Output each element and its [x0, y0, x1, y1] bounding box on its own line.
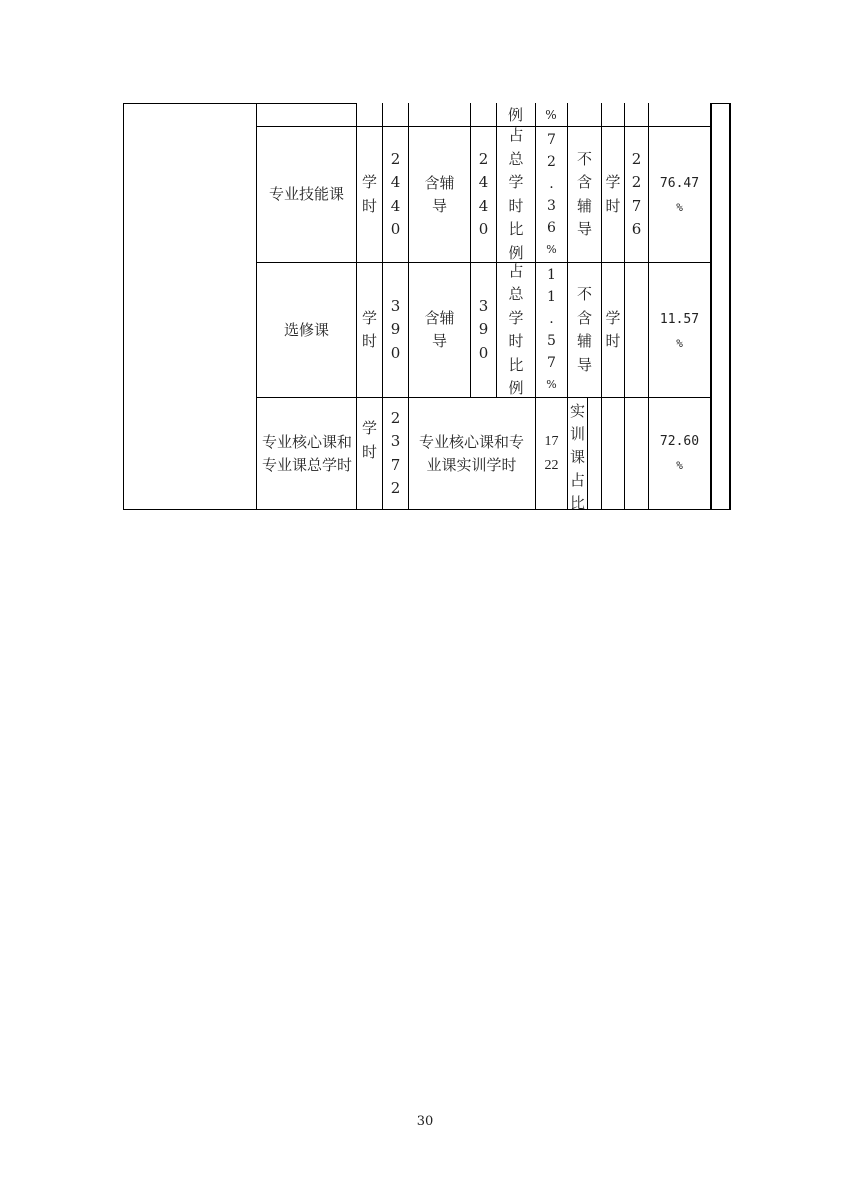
row-incl-label: 含辅导: [424, 173, 455, 215]
row-unit: 学 时: [361, 173, 377, 215]
row-hours-excl: [625, 263, 648, 397]
row-ratio-label: 占 总 学 时 比 例: [508, 126, 524, 262]
row-incl-label: 含辅导: [424, 309, 455, 350]
row-excl-label: 不 含 辅 导: [576, 285, 592, 374]
row-ratio-label: 占 总 学 时 比 例: [508, 261, 524, 397]
row-unit: 学 时: [361, 308, 377, 350]
practice-ratio-label: 实 训 课 占 比: [569, 402, 585, 512]
row-ratio-value: 1 1 . 5 7 %: [546, 267, 557, 391]
row-unit2: 学 时: [605, 173, 621, 215]
row-hours: 3 9 0: [390, 296, 401, 362]
row-ratio-value: 7 2 . 3 6 %: [546, 131, 557, 256]
row-hours-excl: 2 2 7 6: [631, 149, 642, 238]
row-hours: 2 3 7 2: [390, 408, 401, 497]
row-category: 专业技能课: [268, 185, 344, 203]
row-unit2: 学 时: [605, 308, 621, 350]
page-number: 30: [416, 1114, 434, 1129]
row-category: 专业核心课和专业课总学时: [262, 432, 353, 474]
row-hours-incl: 3 9 0: [478, 296, 489, 362]
row-hours: 2 4 4 0: [390, 149, 401, 238]
row-hours-incl: 2 4 4 0: [478, 149, 489, 238]
row-percentage: 11.57 %: [659, 312, 700, 350]
row-excl-label: 不 含 辅 导: [576, 149, 592, 238]
row-percentage: 72.60 %: [659, 434, 700, 472]
practice-label: 专业核心课和专业课实训学时: [418, 432, 524, 474]
practice-hours: 17 22: [544, 434, 559, 473]
row-category: 选修课: [283, 320, 329, 339]
row-percentage: 76.47 %: [659, 176, 700, 214]
row-unit: 学 时: [361, 419, 377, 461]
top-ratio-tail: 例: [507, 105, 523, 124]
top-pct-tail: %: [545, 107, 557, 122]
